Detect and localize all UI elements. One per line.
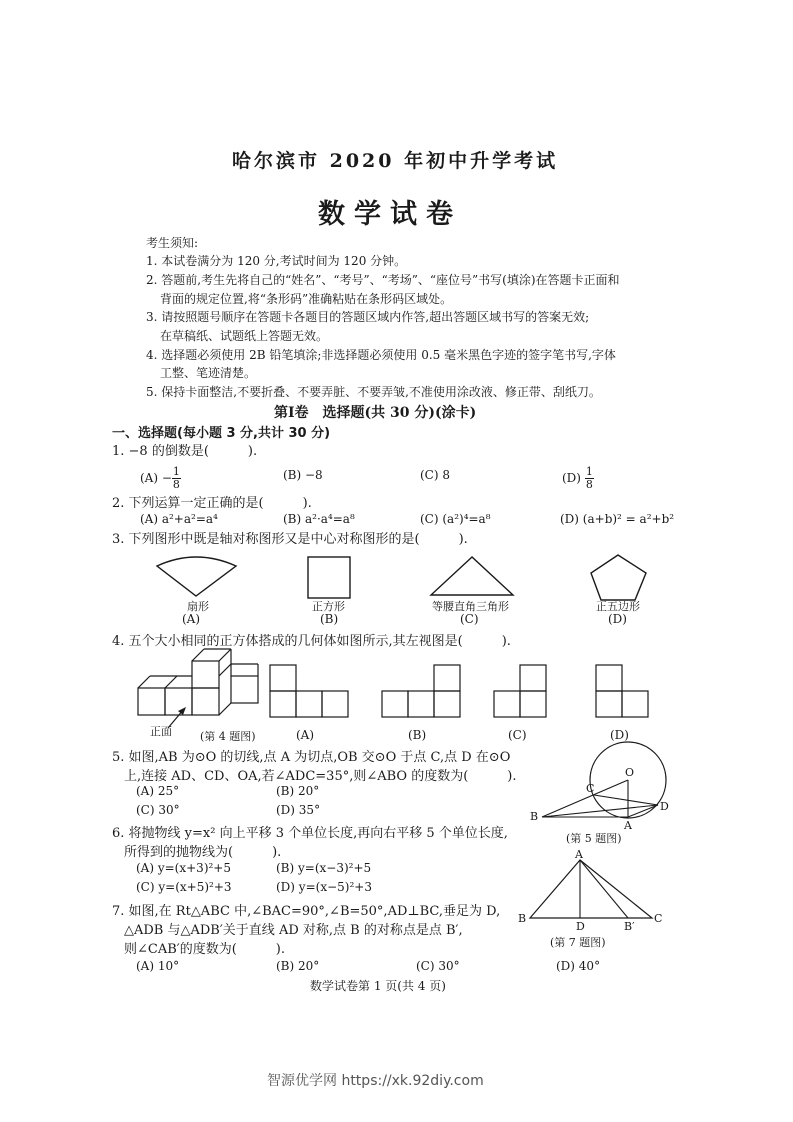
q2-stem: 2. 下列运算一定正确的是( ). xyxy=(112,496,312,511)
q7-figure xyxy=(512,848,672,938)
q7-figure-caption: (第 7 题图) xyxy=(550,936,606,949)
q3-fig-a-label: 扇形 xyxy=(187,600,209,613)
q3-option-a: (A) xyxy=(182,612,201,626)
q6-option-c: (C) y=(x+5)²+3 xyxy=(136,880,232,894)
q5-stem-line2: 上,连接 AD、CD、OA,若∠ADC=35°,则∠ABO 的度数为( ). xyxy=(124,769,517,784)
q3-fig-c-label: 等腰直角三角形 xyxy=(432,600,509,613)
q4-option-d: (D) xyxy=(610,728,629,742)
point-a-label: A xyxy=(575,848,583,861)
cube-solid xyxy=(138,649,258,728)
q3-figures xyxy=(0,548,793,628)
q5-option-c: (C) 30° xyxy=(136,803,180,817)
q3-option-b: (B) xyxy=(320,612,339,626)
notice-label: 考生须知: xyxy=(146,236,199,250)
q6-option-b: (B) y=(x−3)²+5 xyxy=(276,861,372,875)
q5-figure-caption: (第 5 题图) xyxy=(566,832,622,845)
q2-option-c: (C) (a²)⁴=a⁸ xyxy=(420,512,491,526)
q5-stem-line1: 5. 如图,AB 为⊙O 的切线,点 A 为切点,OB 交⊙O 于点 C,点 D 在⊙O xyxy=(112,750,511,765)
q5-option-a: (A) 25° xyxy=(136,784,180,798)
point-a-label: A xyxy=(624,819,632,832)
notice-item: 5. 保持卡面整洁,不要折叠、不要弄脏、不要弄皱,不准使用涂改液、修正带、刮纸刀。 xyxy=(146,385,601,399)
q4-stem: 4. 五个大小相同的正方体搭成的几何体如图所示,其左视图是( ). xyxy=(112,634,511,649)
isosceles-right-triangle-shape xyxy=(431,557,513,595)
q5-option-d: (D) 35° xyxy=(276,803,321,817)
q7-stem-line2: △ADB 与△ADB′关于直线 AD 对称,点 B 的对称点是点 B′, xyxy=(124,923,463,938)
exam-title: 哈尔滨市 2020 年初中升学考试 xyxy=(232,150,559,172)
q4-option-b: (B) xyxy=(408,728,427,742)
point-b-label: B xyxy=(518,912,527,925)
q1-stem: 1. −8 的倒数是( ). xyxy=(112,444,258,459)
q2-option-b: (B) a²·a⁴=a⁸ xyxy=(283,512,355,526)
q2-option-d: (D) (a+b)² = a²+b² xyxy=(560,512,675,526)
q1-option-d: (D) $\frac{1}{8}$ xyxy=(562,465,593,491)
q3-fig-d-label: 正五边形 xyxy=(596,600,640,613)
q7-option-c: (C) 30° xyxy=(416,959,460,973)
notice-item: 1. 本试卷满分为 120 分,考试时间为 120 分钟。 xyxy=(146,254,407,268)
page-number: 数学试卷第 1 页(共 4 页) xyxy=(310,979,446,993)
q7-stem-line1: 7. 如图,在 Rt△ABC 中,∠BAC=90°,∠B=50°,AD⊥BC,垂足为 D, xyxy=(112,904,501,919)
q4-view-a xyxy=(270,665,348,717)
q2-option-a: (A) a²+a²=a⁴ xyxy=(140,512,218,526)
q7-option-b: (B) 20° xyxy=(276,959,320,973)
q1-option-a: (A) − $\frac{1}{8}$ xyxy=(140,465,180,491)
point-c-label: C xyxy=(654,912,663,925)
notice-item: 工整、笔迹清楚。 xyxy=(160,366,257,380)
q4-option-a: (A) xyxy=(296,728,315,742)
point-d-label: D xyxy=(576,920,585,933)
notice-item: 3. 请按照题号顺序在答题卡各题目的答题区域内作答,超出答题区域书写的答案无效; xyxy=(146,310,590,324)
notice-item: 背面的规定位置,将“条形码”准确粘贴在条形码区域处。 xyxy=(160,292,453,306)
q4-view-b xyxy=(382,665,460,717)
q6-option-a: (A) y=(x+3)²+5 xyxy=(136,861,231,875)
point-o-label: O xyxy=(625,766,635,779)
section-title: 第Ⅰ卷 选择题(共 30 分)(涂卡) xyxy=(274,405,477,421)
q4-view-c xyxy=(494,665,546,717)
watermark: 智源优学网 https://xk.92diy.com xyxy=(267,1073,484,1089)
q3-stem: 3. 下列图形中既是轴对称图形又是中心对称图形的是( ). xyxy=(112,532,468,547)
notice-item: 2. 答题前,考生先将自己的“姓名”、“考号”、“考场”、“座位号”书写(填涂)在答题卡正面和 xyxy=(146,273,620,287)
q1-option-b: (B) −8 xyxy=(283,468,323,482)
q6-stem-line2: 所得到的抛物线为( ). xyxy=(124,845,282,860)
q4-front-label: 正面 xyxy=(150,725,172,738)
notice-item: 在草稿纸、试题纸上答题无效。 xyxy=(160,329,329,343)
pentagon-shape xyxy=(591,555,646,600)
sector-shape xyxy=(157,557,236,596)
q3-option-d: (D) xyxy=(608,612,627,626)
point-b-prime-label: B′ xyxy=(624,920,635,933)
q4-option-c: (C) xyxy=(508,728,527,742)
point-c-label: C xyxy=(586,782,595,795)
q4-figures xyxy=(0,645,793,735)
point-d-label: D xyxy=(660,800,669,813)
q4-view-d xyxy=(596,665,648,717)
q7-option-a: (A) 10° xyxy=(136,959,180,973)
q1-option-c: (C) 8 xyxy=(420,468,450,482)
point-b-label: B xyxy=(530,810,539,823)
triangle-abc xyxy=(530,860,652,918)
section-subtitle: 一、选择题(每小题 3 分,共计 30 分) xyxy=(112,426,331,441)
square-shape xyxy=(308,557,350,598)
q4-figure-caption: (第 4 题图) xyxy=(200,730,256,743)
q5-option-b: (B) 20° xyxy=(276,784,320,798)
notice-item: 4. 选择题必须使用 2B 铅笔填涂;非选择题必须使用 0.5 毫米黑色字迹的签字笔书写,字体 xyxy=(146,348,616,362)
q3-option-c: (C) xyxy=(460,612,479,626)
q6-stem-line1: 6. 将抛物线 y=x² 向上平移 3 个单位长度,再向右平移 5 个单位长度, xyxy=(112,826,508,841)
q5-figure xyxy=(528,740,688,830)
q3-fig-b-label: 正方形 xyxy=(312,600,345,613)
q6-option-d: (D) y=(x−5)²+3 xyxy=(276,880,372,894)
q7-stem-line3: 则∠CAB′的度数为( ). xyxy=(124,942,286,957)
q7-option-d: (D) 40° xyxy=(556,959,601,973)
paper-title: 数学试卷 xyxy=(318,199,462,230)
